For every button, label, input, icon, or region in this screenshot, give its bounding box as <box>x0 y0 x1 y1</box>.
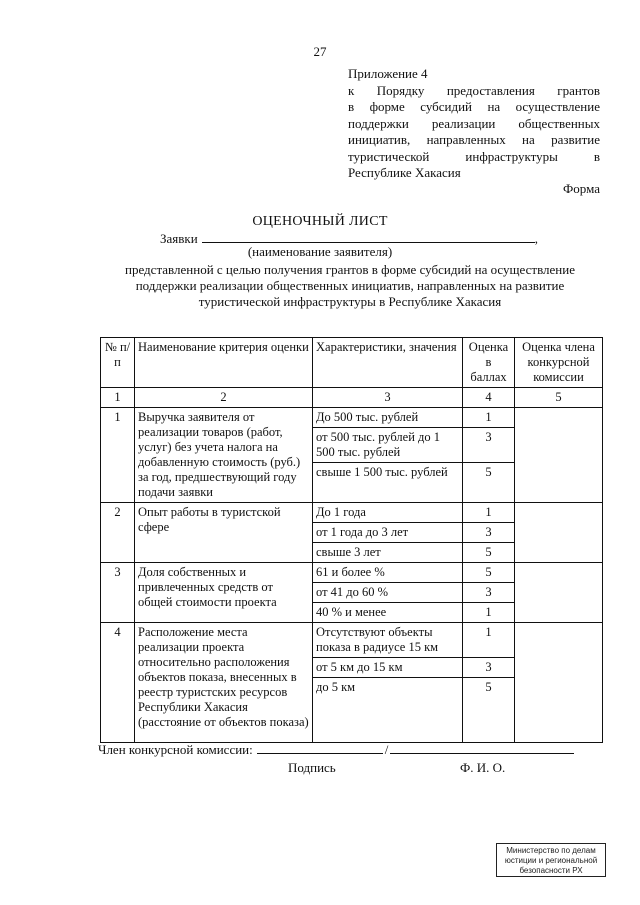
stamp-line: Министерство по делам <box>506 846 596 855</box>
column-number: 4 <box>463 388 515 408</box>
option-score: 3 <box>463 583 514 603</box>
scores-cell <box>463 408 515 503</box>
ministry-stamp <box>496 843 606 877</box>
option-text: свыше 3 лет <box>316 545 381 559</box>
document-title: ОЦЕНОЧНЫЙ ЛИСТ <box>252 214 388 229</box>
signature-blank[interactable] <box>257 741 383 754</box>
form-label: Форма <box>563 181 600 196</box>
row-number: 1 <box>101 408 135 503</box>
signature-line <box>98 741 574 758</box>
appendix-line: Республике Хакасия <box>348 165 461 180</box>
scores-cell <box>463 563 515 623</box>
member-score-cell[interactable] <box>515 563 603 623</box>
criterion-cell: Доля собственных и привлеченных средств от общей стоимости проекта <box>135 563 313 623</box>
member-score-cell[interactable] <box>515 623 603 743</box>
stamp-line: безопасности РХ <box>519 866 583 875</box>
option-text: До 1 года <box>313 503 462 523</box>
appendix-line: в форме субсидий на осуществление <box>348 99 600 114</box>
stamp-line: юстиции и региональной <box>504 856 598 865</box>
scores-cell <box>463 503 515 563</box>
applicant-note: (наименование заявителя) <box>247 244 393 259</box>
appendix-line: поддержки реализации общественных <box>348 115 600 131</box>
member-score-cell[interactable] <box>515 408 603 503</box>
header-criterion: Наименование критерия оценки <box>135 338 313 388</box>
appendix-block <box>348 66 600 182</box>
table-row <box>101 503 603 563</box>
signature-label: Член конкурсной комиссии: <box>98 742 253 757</box>
option-score: 3 <box>463 658 514 678</box>
row-number: 4 <box>101 623 135 743</box>
page-number: 27 <box>313 44 327 59</box>
scores-cell <box>463 623 515 743</box>
option-text: 40 % и менее <box>316 605 387 619</box>
member-score-cell[interactable] <box>515 503 603 563</box>
header-member-score: Оценка члена конкурсной комиссии <box>515 338 603 388</box>
option-text: до 5 км <box>316 680 356 694</box>
purpose-text: представленной с целью получения грантов в форме субсидий на осуществление поддержки реализации общественных инициатив, направленных на развитие туристической инфраструктуры в Республике Хакасия <box>125 262 575 309</box>
header-num: № п/п <box>101 338 135 388</box>
option-score: 1 <box>463 503 514 523</box>
evaluation-table <box>100 337 603 743</box>
option-text: от 1 года до 3 лет <box>313 523 462 543</box>
row-number: 2 <box>101 503 135 563</box>
column-number: 5 <box>515 388 603 408</box>
signature-caption: Подпись <box>288 760 336 775</box>
header-score: Оценка в баллах <box>463 338 515 388</box>
option-score: 1 <box>463 623 514 658</box>
appendix-line: туристической инфраструктуры в <box>348 148 600 164</box>
options-cell <box>313 503 463 563</box>
option-text: До 500 тыс. рублей <box>313 408 462 428</box>
option-text: от 5 км до 15 км <box>313 658 462 678</box>
criterion-cell: Выручка заявителя от реализации товаров (работ, услуг) без учета налога на добавленную стоимость (руб.) за год, предшествующий году подачи заявки <box>135 408 313 503</box>
options-cell <box>313 623 463 743</box>
options-cell <box>313 408 463 503</box>
option-score: 5 <box>463 563 514 583</box>
criterion-cell: Расположение места реализации проекта относительно расположения объектов показа, внесенных в реестр туристских ресурсов Республики Хакасия (расстояние от объектов показа) <box>135 623 313 743</box>
signature-separator: / <box>384 742 389 757</box>
appendix-line: инициатив, направленных на развитие <box>348 132 600 147</box>
column-number-row <box>101 388 603 408</box>
column-number: 3 <box>313 388 463 408</box>
table-row <box>101 408 603 503</box>
option-score: 1 <box>485 605 492 619</box>
table-header-row <box>101 338 603 388</box>
application-label: Заявки <box>160 231 198 246</box>
table-row <box>101 623 603 743</box>
option-text: свыше 1 500 тыс. рублей <box>316 465 448 479</box>
option-text: Отсутствуют объекты показа в радиусе 15 км <box>313 623 462 658</box>
option-score: 3 <box>463 428 514 463</box>
row-number: 3 <box>101 563 135 623</box>
option-score: 3 <box>463 523 514 543</box>
header-characteristics: Характеристики, значения <box>313 338 463 388</box>
appendix-line: к Порядку предоставления грантов <box>348 82 600 98</box>
option-score: 5 <box>485 680 492 694</box>
application-comma: , <box>534 231 538 246</box>
applicant-name-blank <box>202 230 535 243</box>
option-score: 5 <box>485 545 492 559</box>
appendix-title: Приложение 4 <box>348 66 428 81</box>
column-number: 1 <box>101 388 135 408</box>
options-cell <box>313 563 463 623</box>
name-blank[interactable] <box>390 741 574 754</box>
column-number: 2 <box>135 388 313 408</box>
option-text: 61 и более % <box>313 563 462 583</box>
name-caption: Ф. И. О. <box>460 760 506 775</box>
option-text: от 41 до 60 % <box>313 583 462 603</box>
option-text: от 500 тыс. рублей до 1 500 тыс. рублей <box>313 428 462 463</box>
option-score: 1 <box>463 408 514 428</box>
table-row <box>101 563 603 623</box>
criterion-cell: Опыт работы в туристской сфере <box>135 503 313 563</box>
option-score: 5 <box>485 465 492 479</box>
